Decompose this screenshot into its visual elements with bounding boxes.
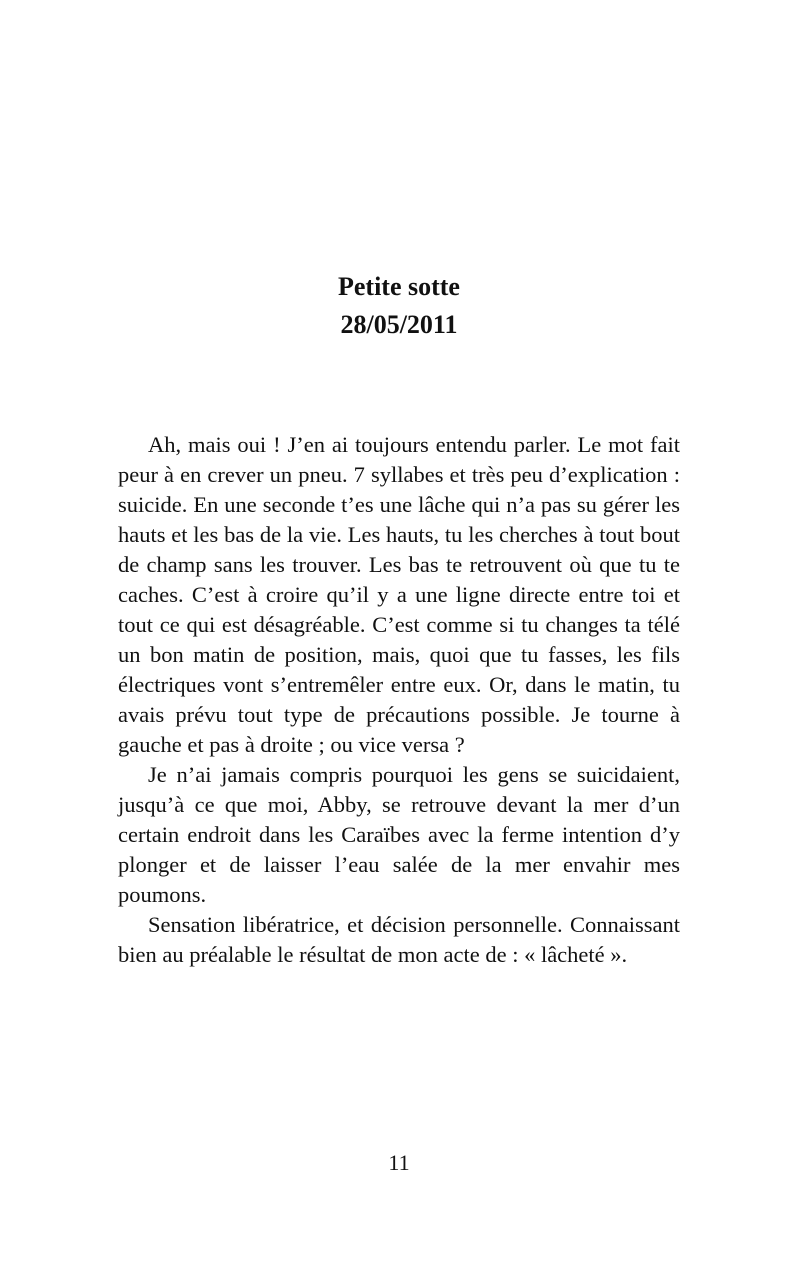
chapter-title: Petite sotte bbox=[338, 272, 460, 301]
chapter-body bbox=[118, 430, 680, 970]
paragraph: Je n’ai jamais compris pourquoi les gens se suicidaient, jusqu’à ce que moi, Abby, se retrouve devant la mer d’un certain endroit dans les Caraïbes avec la ferme intention d’y plonger et de laisser l’eau salée de la mer envahir mes poumons. bbox=[118, 762, 680, 907]
paragraph: Sensation libératrice, et décision personnelle. Connaissant bien au préalable le résultat de mon acte de : « lâcheté ». bbox=[118, 912, 680, 967]
page-number: 11 bbox=[388, 1150, 410, 1175]
chapter-date: 28/05/2011 bbox=[340, 310, 458, 339]
chapter-heading bbox=[0, 268, 798, 344]
paragraph: Ah, mais oui ! J’en ai toujours entendu parler. Le mot fait peur à en crever un pneu. 7 syllabes et très peu d’explication : suicide. En une seconde t’es une lâche qui n’a pas su gérer les hauts et les bas de la vie. Les hauts, tu les cherches à tout bout de champ sans les trouver. Les bas te retrouvent où que tu te caches. C’est à croire qu’il y a une ligne directe entre toi et tout ce qui est désagréable. C’est comme si tu changes ta télé un bon matin de position, mais, quoi que tu fasses, les fils électriques vont s’entremêler entre eux. Or, dans le matin, tu avais prévu tout type de précautions possible. Je tourne à gauche et pas à droite ; ou vice versa ? bbox=[118, 432, 680, 757]
